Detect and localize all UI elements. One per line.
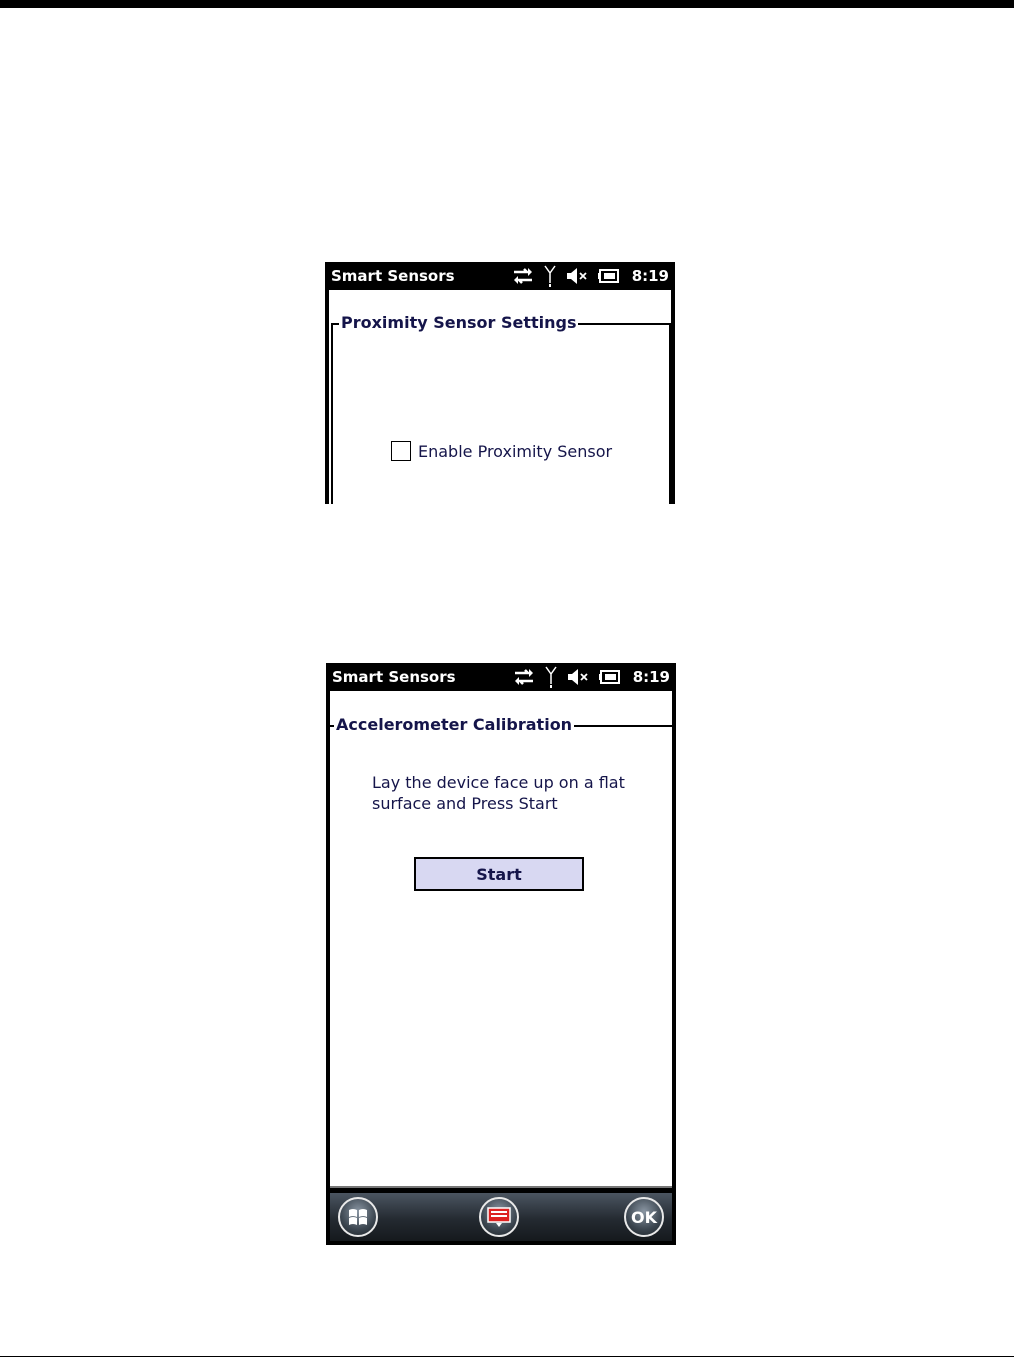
instruction-line-2: surface and Press Start	[372, 794, 558, 813]
battery-charging-icon	[599, 669, 621, 685]
group-title: Proximity Sensor Settings	[341, 313, 577, 332]
windows-start-icon	[347, 1206, 369, 1228]
page-top-rule	[0, 0, 1014, 8]
enable-proximity-checkbox[interactable]	[391, 441, 411, 461]
start-button[interactable]: Start	[414, 857, 584, 891]
antenna-icon	[544, 265, 556, 287]
ok-label: OK	[631, 1207, 657, 1227]
proximity-settings-group	[331, 313, 671, 504]
clock: 8:19	[632, 668, 670, 686]
calibration-instructions	[372, 772, 625, 814]
sync-arrows-icon	[513, 667, 535, 687]
title-bar	[325, 262, 675, 290]
battery-charging-icon	[598, 268, 620, 284]
status-area	[512, 265, 669, 287]
softbar-separator	[330, 1186, 672, 1188]
page-bottom-rule	[0, 1356, 1014, 1357]
content-area	[330, 691, 672, 1187]
speaker-muted-icon	[567, 668, 589, 686]
calibration-screen	[326, 663, 676, 1245]
ok-button[interactable]	[624, 1197, 664, 1237]
app-title: Smart Sensors	[332, 668, 456, 686]
speaker-muted-icon	[566, 267, 588, 285]
title-bar	[326, 663, 676, 691]
keyboard-icon	[487, 1206, 511, 1228]
clock: 8:19	[631, 267, 669, 285]
status-area	[513, 666, 670, 688]
proximity-screen	[325, 262, 675, 504]
group-title: Accelerometer Calibration	[336, 715, 573, 734]
antenna-icon	[545, 666, 557, 688]
checkbox-label: Enable Proximity Sensor	[418, 441, 613, 461]
sync-arrows-icon	[512, 266, 534, 286]
softkey-bar	[330, 1193, 672, 1241]
enable-proximity-row[interactable]	[391, 441, 612, 461]
content-area	[329, 290, 671, 504]
app-title: Smart Sensors	[331, 267, 455, 285]
keyboard-button[interactable]	[479, 1197, 519, 1237]
windows-start-button[interactable]	[338, 1197, 378, 1237]
instruction-line-1: Lay the device face up on a flat	[372, 773, 625, 792]
